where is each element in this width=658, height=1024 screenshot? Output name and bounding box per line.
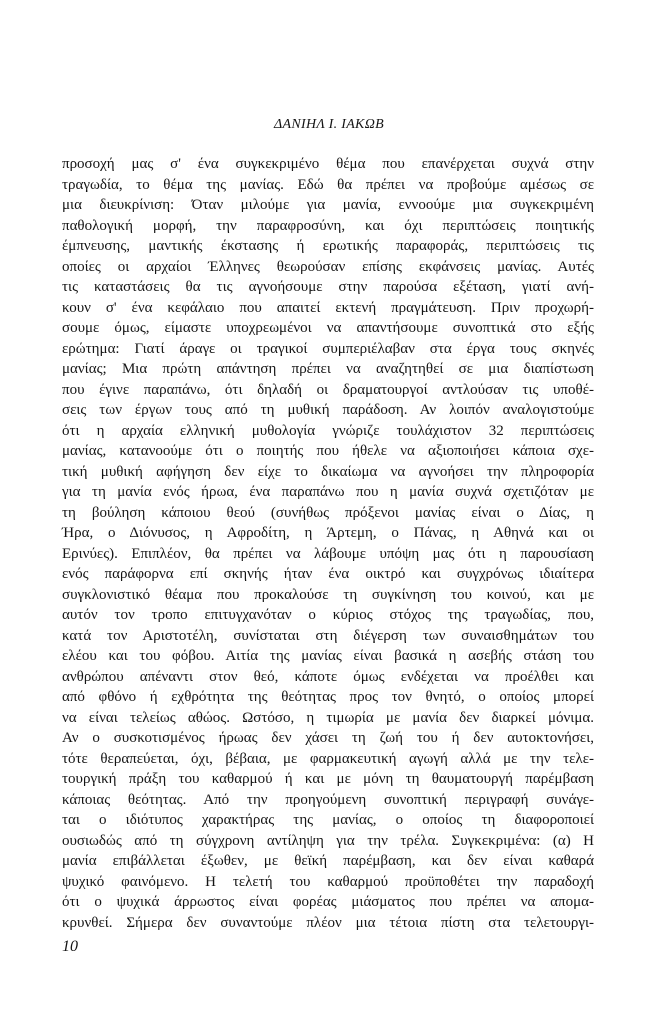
text-line: τη βούληση κάποιου θεού (συνήθως πρόξενοι μανίας είναι ο Δίας, η — [62, 504, 594, 521]
text-line: τότε θεραπεύεται, όχι, βέβαια, με φαρμακευτική αγωγή αλλά με την τελε- — [62, 750, 594, 767]
text-line: σουμε όμως, είμαστε υποχρεωμένοι να απαντήσουμε συνοπτικά στο εξής — [62, 320, 594, 336]
text-line: ερώτημα: Γιατί άραγε οι τραγικοί συμπεριέλαβαν στα έργα τους σκηνές — [62, 340, 594, 357]
text-line: μια διευκρίνιση: Όταν μιλούμε για μανία, εννοούμε μια συγκεκριμένη — [62, 197, 594, 213]
running-header: ΔΑΝΙΗΛ Ι. ΙΑΚΩΒ — [274, 117, 384, 132]
text-line: ενός παράφορνα επί σκηνής ήταν ένα οικτρό και συγχρόνως ιδιαίτερα — [62, 566, 594, 582]
text-line: ψυχικό φαινόμενο. Η τελετή του καθαρμού προϋποθέτει την παραδοχή — [62, 873, 594, 890]
page-number: 10 — [62, 938, 78, 955]
text-line: σεις των έργων τους από τη μυθική παράδοση. Αν λοιπόν αναλογιστούμε — [62, 402, 594, 418]
text-line: κάποιας θεότητας. Από την προηγούμενη συνοπτική περιγραφή συνάγε- — [62, 791, 594, 808]
text-line: κατά τον Αριστοτέλη, συνίσταται στη διέγερση των συναισθημάτων του — [62, 627, 594, 644]
text-line: για τη μανία ενός ήρωα, ένα παραπάνω που η μανία συχνά σχετιζόταν με — [62, 484, 594, 500]
text-line: που έγινε παραπάνω, ότι δηλαδή οι δραματουργοί αντλούσαν τις υποθέ- — [62, 381, 594, 398]
text-line: κρυνθεί. Σήμερα δεν συναντούμε πλέον μια τέτοια πίστη στα τελετουργι- — [62, 914, 594, 931]
text-line: ουσιωδώς από τη σύγχρονη αντίληψη για την τρέλα. Συγκεκριμένα: (α) Η — [62, 832, 594, 849]
text-line: ελέου και του φόβου. Αιτία της μανίας είναι βασικά η ασεβής στάση του — [62, 648, 594, 664]
text-line: προσοχή μας σ' ένα συγκεκριμένο θέμα που επανέρχεται συχνά στην — [62, 156, 594, 172]
body-text — [62, 154, 594, 933]
text-line: τραγωδία, το θέμα της μανίας. Εδώ θα πρέπει να προβούμε αμέσως σε — [62, 176, 594, 193]
text-line: μανία επιβάλλεται έξωθεν, με θεϊκή παρέμβαση, και δεν είναι καθαρά — [62, 853, 594, 869]
text-line: ανθρώπου απέναντι στον θεό, κάποτε όμως ενδέχεται να προέλθει και — [62, 668, 594, 685]
text-line: ότι η αρχαία ελληνική μυθολογία γνώριζε τουλάχιστον 32 περιπτώσεις — [62, 422, 594, 439]
text-line: να είναι τελείως αθώος. Ωστόσο, η τιμωρία με μανία δεν διαρκεί μόνιμα. — [62, 709, 594, 726]
text-line: τουργική πράξη του καθαρμού ή και με μόνη τη θαυματουργή παρέμβαση — [62, 771, 594, 787]
text-line: από φθόνο ή εχθρότητα της θεότητας προς τον θνητό, ο οποίος μπορεί — [62, 689, 594, 705]
text-line: Ήρα, ο Διόνυσος, η Αφροδίτη, η Άρτεμη, ο Πάνας, η Αθηνά και οι — [62, 525, 594, 541]
text-line: τις καταστάσεις θα τις αγνοήσουμε στην παρούσα εξέταση, γιατί ανή- — [62, 279, 594, 295]
text-line: ται ο ιδιότυπος χαρακτήρας της μανίας, ο οποίος τη διαφοροποιεί — [62, 812, 594, 828]
text-line: έμπνευσης, μαντικής έκστασης ή ερωτικής παραφοράς, περιπτώσεις τις — [62, 238, 594, 254]
text-line: μανίας, κατανοούμε ότι ο ποιητής που ήθελε να αξιοποιήσει κάποια σχε- — [62, 443, 594, 459]
text-line: αυτόν τον τροπο επιτυγχανόταν ο κύριος στόχος της τραγωδίας, που, — [62, 607, 594, 623]
text-line: παθολογική μορφή, την παραφροσύνη, και όχι περιπτώσεις ποιητικής — [62, 217, 594, 234]
text-line: ότι ο ψυχικά άρρωστος είναι φορέας μιάσματος που πρέπει να απομα- — [62, 894, 594, 910]
text-line: τική μυθική αφήγηση δεν είχε το δικαίωμα να αγνοήσει την πληροφορία — [62, 463, 594, 480]
text-line: μανίας; Μια πρώτη απάντηση πρέπει να αναζητηθεί σε μια διαπίστωση — [62, 361, 594, 377]
text-line: Ερινύες). Επιπλέον, θα πρέπει να λάβουμε υπόψη μας ότι η παρουσίαση — [62, 545, 594, 562]
text-line: οποίες οι αρχαίοι Έλληνες θεωρούσαν επίσης εκφάνσεις μανίας. Αυτές — [62, 258, 594, 275]
text-line: Αν ο συσκοτισμένος ήρωας δεν χάσει τη ζωή του ή δεν αυτοκτονήσει, — [62, 730, 594, 746]
text-line: συγκλονιστικό θέαμα που προκαλούσε τη συγκίνηση του κοινού, και με — [62, 586, 594, 603]
text-line: κουν σ' ένα κεφάλαιο που απαιτεί εκτενή πραγμάτευση. Πριν προχωρή- — [62, 299, 594, 316]
